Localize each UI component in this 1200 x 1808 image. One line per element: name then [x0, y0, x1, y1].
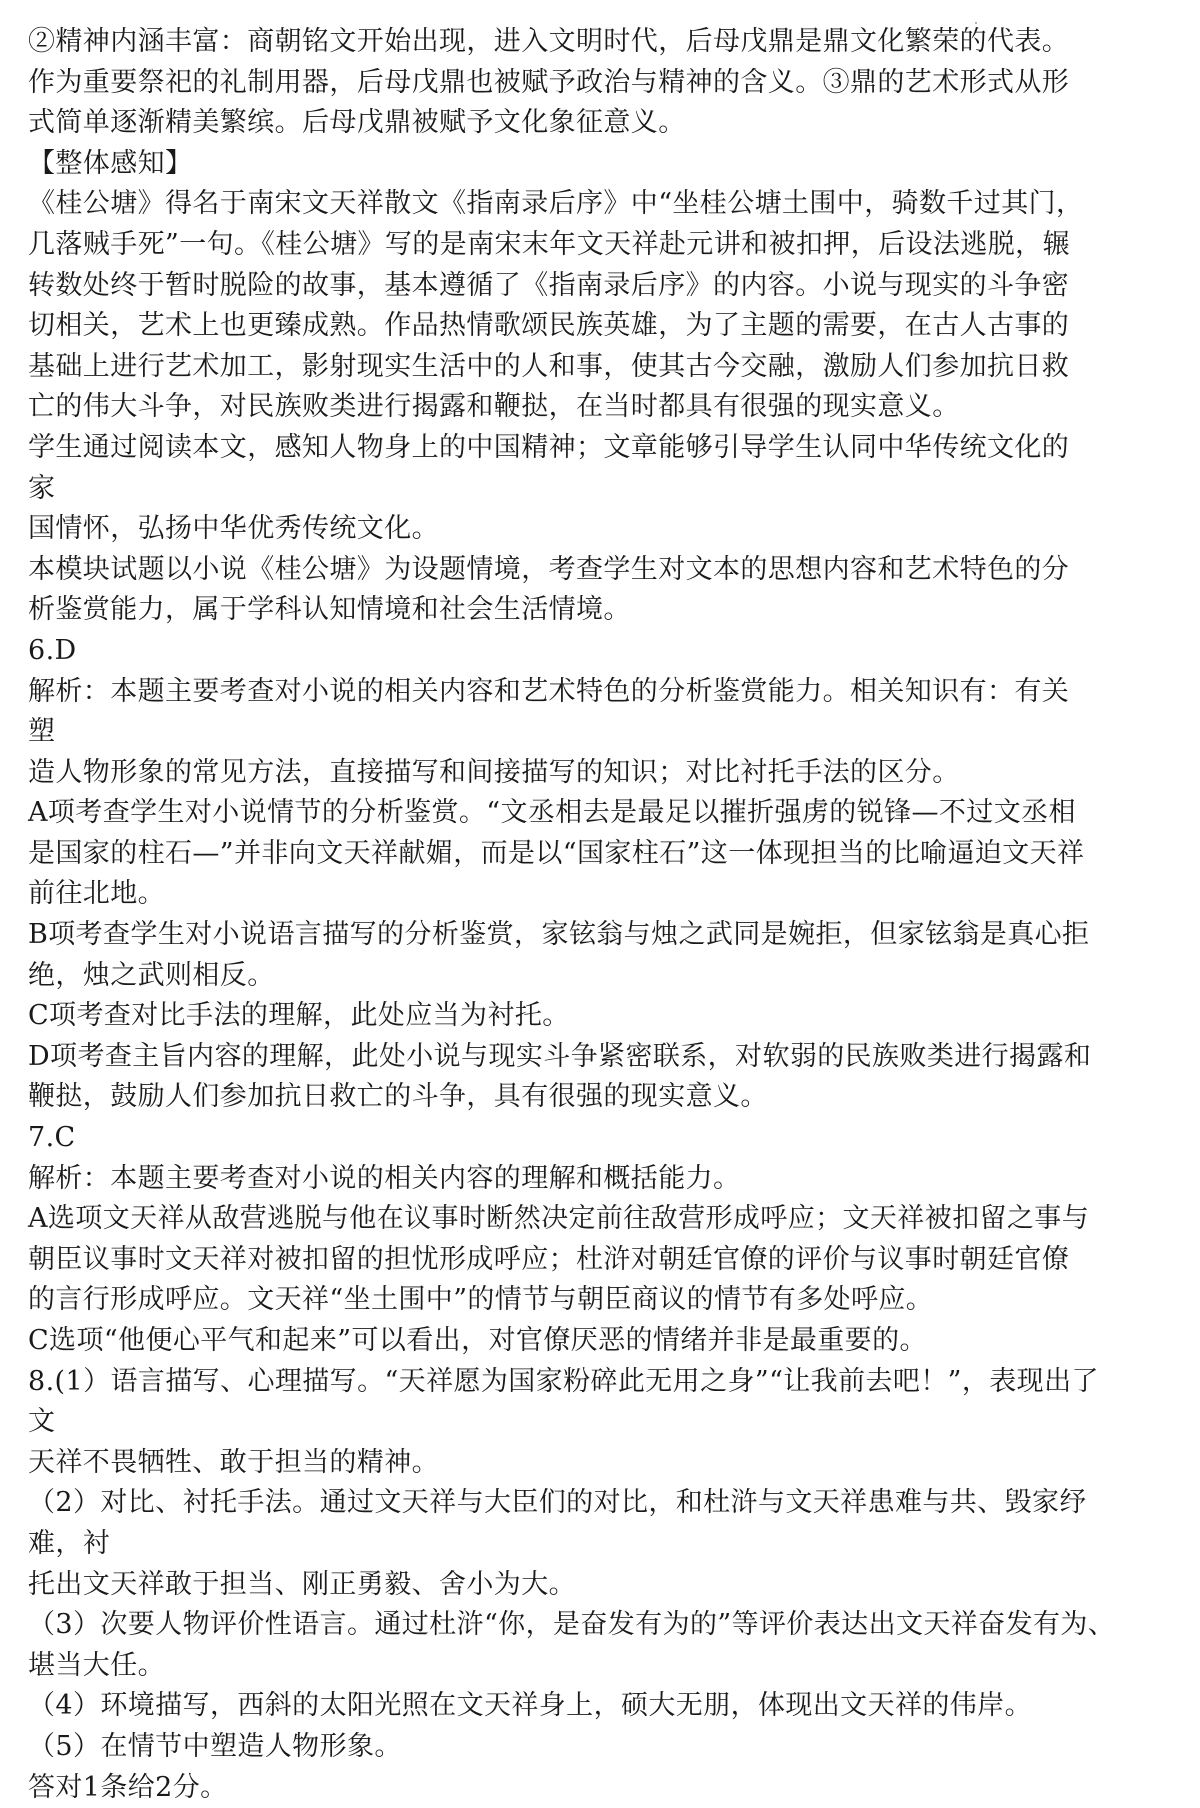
text-line: 造人物形象的常见方法，直接描写和间接描写的知识；对比衬托手法的区分。: [28, 756, 960, 788]
scoring-note: 答对1条给2分。: [28, 1771, 228, 1803]
text-line: 托出文天祥敢于担当、刚正勇毅、舍小为大。: [28, 1568, 576, 1600]
text-line: 国情怀，弘扬中华优秀传统文化。: [28, 513, 439, 545]
text-line: B项考查学生对小说语言描写的分析鉴赏，家铉翁与烛之武同是婉拒，但家铉翁是真心拒: [28, 919, 1090, 951]
text-line: 作为重要祭祀的礼制用器，后母戊鼎也被赋予政治与精神的含义。③鼎的艺术形式从形: [28, 66, 1070, 98]
text-line: 几落贼手死”一句。《桂公塘》写的是南宋末年文天祥赴元讲和被扣押，后设法逃脱，辗: [28, 228, 1070, 260]
text-line: 切相关，艺术上也更臻成熟。作品热情歌颂民族英雄，为了主题的需要，在古人古事的: [28, 310, 1070, 342]
question-number: 7.C: [28, 1122, 76, 1154]
text-line: 绝，烛之武则相反。: [28, 959, 275, 991]
text-line: 文: [28, 1406, 56, 1438]
text-line: （3）次要人物评价性语言。通过杜浒“你，是奋发有为的”等评价表达出文天祥奋发有为、: [28, 1609, 1116, 1641]
text-line: 的言行形成呼应。文天祥“坐土围中”的情节与朝臣商议的情节有多处呼应。: [28, 1284, 934, 1316]
text-line: 《桂公塘》得名于南宋文天祥散文《指南录后序》中“坐桂公塘土围中，骑数千过其门，: [28, 188, 1084, 220]
text-line: 8.(1）语言描写、心理描写。“天祥愿为国家粉碎此无用之身”“让我前去吧！”，表现出了: [28, 1365, 1099, 1397]
text-line: 鞭挞，鼓励人们参加抗日救亡的斗争，具有很强的现实意义。: [28, 1081, 768, 1113]
text-line: 学生通过阅读本文，感知人物身上的中国精神；文章能够引导学生认同中华传统文化的: [28, 431, 1070, 463]
text-line: ②精神内涵丰富：商朝铭文开始出现，进入文明时代，后母戊鼎是鼎文化繁荣的代表。: [28, 26, 1070, 57]
text-line: 天祥不畏牺牲、敢于担当的精神。: [28, 1446, 439, 1478]
text-line: D项考查主旨内容的理解，此处小说与现实斗争紧密联系，对软弱的民族败类进行揭露和: [28, 1040, 1092, 1072]
text-line: 难，衬: [28, 1527, 111, 1559]
text-line: 转数处终于暂时脱险的故事，基本遵循了《指南录后序》的内容。小说与现实的斗争密: [28, 269, 1070, 301]
question-number: 6.D: [28, 634, 77, 666]
text-line: A选项文天祥从敌营逃脱与他在议事时断然决定前往敌营形成呼应；文天祥被扣留之事与: [28, 1203, 1090, 1235]
text-line: 基础上进行艺术加工，影射现实生活中的人和事，使其古今交融，激励人们参加抗日救: [28, 350, 1070, 382]
text-line: （4）环境描写，西斜的太阳光照在文天祥身上，硕大无朋，体现出文天祥的伟岸。: [28, 1690, 1032, 1722]
text-line: 本模块试题以小说《桂公塘》为设题情境，考查学生对文本的思想内容和艺术特色的分: [28, 553, 1070, 585]
text-line: 堪当大任。: [28, 1649, 165, 1681]
text-line: C项考查对比手法的理解，此处应当为衬托。: [28, 1000, 570, 1032]
text-line: 式简单逐渐精美繁缤。后母戊鼎被赋予文化象征意义。: [28, 107, 686, 139]
section-heading: 【整体感知】: [28, 147, 193, 179]
text-line: （5）在情节中塑造人物形象。: [28, 1730, 402, 1762]
text-line: （2）对比、衬托手法。通过文天祥与大臣们的对比，和杜浒与文天祥患难与共、毁家纾: [28, 1487, 1087, 1519]
text-line: 家: [28, 472, 56, 504]
text-line: 解析：本题主要考查对小说的相关内容的理解和概括能力。: [28, 1162, 741, 1194]
text-line: A项考查学生对小说情节的分析鉴赏。“文丞相去是最足以摧折强虏的锐锋—不过文丞相: [28, 797, 1076, 829]
text-line: 塑: [28, 716, 56, 748]
text-line: 是国家的柱石—”并非向文天祥献媚，而是以“国家柱石”这一体现担当的比喻逼迫文天祥: [28, 837, 1085, 869]
text-line: C选项“他便心平气和起来”可以看出，对官僚厌恶的情绪并非是最重要的。: [28, 1325, 927, 1356]
text-line: 朝臣议事时文天祥对被扣留的担忧形成呼应；杜浒对朝廷官僚的评价与议事时朝廷官僚: [28, 1243, 1070, 1275]
text-line: 前往北地。: [28, 878, 165, 910]
text-line: 亡的伟大斗争，对民族败类进行揭露和鞭挞，在当时都具有很强的现实意义。: [28, 391, 960, 423]
answer-document: [28, 22, 1178, 1808]
text-line: 析鉴赏能力，属于学科认知情境和社会生活情境。: [28, 594, 631, 626]
text-line: 解析：本题主要考查对小说的相关内容和艺术特色的分析鉴赏能力。相关知识有：有关: [28, 675, 1070, 707]
